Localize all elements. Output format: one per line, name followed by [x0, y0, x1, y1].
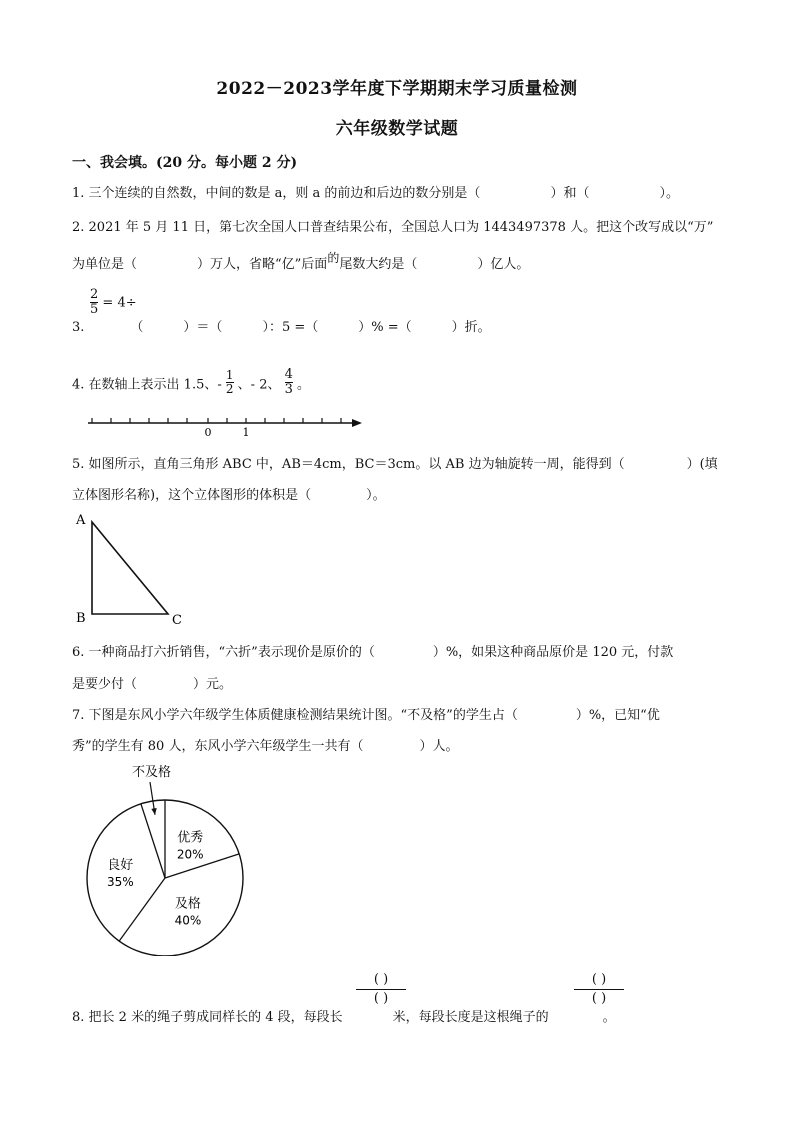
q7-line2-b: ）人。	[419, 739, 459, 754]
pie-label-0: 优秀	[177, 830, 204, 846]
pie-chart	[80, 760, 280, 956]
q8-text-c: 。	[602, 1010, 616, 1025]
q3-p5: ）折。	[451, 320, 491, 335]
q7-line1-b: ）%，已知“优	[575, 708, 660, 723]
q5-line2-b: ）。	[366, 488, 386, 503]
q4-end: 。	[297, 377, 311, 393]
pie-value-label-2: 35%	[106, 874, 134, 889]
q7-line1-a: 7. 下图是东风小学六年级学生体质健康检测结果统计图。“不及格”的学生占（	[72, 708, 518, 723]
q3-frac-den: 5	[90, 302, 99, 318]
question-4	[72, 368, 310, 398]
q7-line2-a: 秀”的学生有 80 人，东风小学六年级学生一共有（	[72, 739, 364, 754]
question-7-line-1	[72, 704, 660, 723]
q4-text: 4. 在数轴上表示出 1.5、-	[72, 377, 222, 393]
q3-fraction	[90, 288, 137, 318]
q6-line1-b: ）%，如果这种商品原价是 120 元，付款	[432, 645, 674, 660]
q8-text-a: 8. 把长 2 米的绳子剪成同样长的 4 段，每段长	[72, 1010, 343, 1025]
q3-eq: = 4÷	[102, 295, 137, 311]
q5-line2-a: 立体图形名称)，这个立体图形的体积是（	[72, 488, 312, 503]
question-1	[72, 182, 679, 201]
section-heading: 一、我会填。(20 分。每小题 2 分)	[72, 155, 298, 171]
pie-value-label-1: 40%	[174, 913, 202, 928]
q4-frac1-den: 2	[225, 382, 234, 397]
q2-text-c: 尾数大约是（	[339, 257, 418, 272]
pie-label-1: 及格	[174, 896, 201, 912]
triangle-figure	[70, 508, 190, 630]
q2-text-b: ）万人，省略“亿”后面	[197, 257, 328, 272]
q8-frac2-den: ( )	[591, 991, 607, 1006]
question-5-line-1	[72, 453, 718, 472]
vertex-label-b: B	[76, 611, 86, 626]
q2-text-d: ）亿人。	[477, 257, 530, 272]
page-title: 2022－2023学年度下学期期末学习质量检测	[216, 79, 578, 99]
question-7-line-2	[72, 735, 458, 754]
vertex-label-a: A	[76, 513, 86, 528]
q2-text-a: 为单位是（	[72, 257, 138, 272]
number-line	[80, 410, 370, 442]
q8-fraction-1	[356, 971, 406, 1008]
q2-small-de: 的	[327, 251, 340, 265]
q3-prefix: 3.	[72, 320, 85, 335]
question-8	[72, 1006, 616, 1025]
question-6-line-1	[72, 641, 673, 660]
q3-frac-num: 2	[90, 287, 99, 302]
q4-sep: 、- 2、	[237, 377, 281, 393]
q4-frac2-num: 4	[284, 367, 293, 382]
question-2-line-2	[72, 253, 529, 272]
pie-value-label-0: 20%	[176, 847, 204, 862]
q8-text-b: 米，每段长度是这根绳子的	[392, 1010, 549, 1025]
question-5-line-2	[72, 484, 386, 503]
question-2-line-1: 2. 2021 年 5 月 11 日，第七次全国人口普查结果公布，全国总人口为 1443497378 人。把这个改写成以“万”	[72, 220, 714, 235]
q1-text-b: ）和（	[550, 186, 590, 201]
q8-frac1-num: ( )	[373, 972, 389, 987]
q8-frac2-num: ( )	[591, 972, 607, 987]
tick-label-0: 0	[204, 426, 212, 439]
q3-p3: ）：5 =（	[262, 320, 319, 335]
q6-line2-a: 是要少付（	[72, 677, 138, 692]
q4-frac2-den: 3	[284, 382, 293, 398]
q6-line2-b: ）元。	[193, 677, 233, 692]
question-6-line-2	[72, 673, 232, 692]
q5-line1-end: ）(填	[686, 457, 718, 472]
q5-line1: 5. 如图所示，直角三角形 ABC 中，AB＝4cm，BC＝3cm。以 AB 边为轴旋转一周，能得到（	[72, 457, 625, 472]
pie-label-2: 良好	[107, 857, 134, 873]
vertex-label-c: C	[172, 613, 182, 628]
page-subtitle: 六年级数学试题	[335, 119, 459, 139]
q1-text-a: 1. 三个连续的自然数，中间的数是 a，则 a 的前边和后边的数分别是（	[72, 186, 481, 201]
q3-p2: ）＝（	[183, 320, 223, 335]
q3-p1: （	[130, 320, 144, 335]
q6-line1-a: 6. 一种商品打六折销售，“六折”表示现价是原价的（	[72, 645, 375, 660]
pie-label-3: 不及格	[132, 765, 172, 780]
q8-frac1-den: ( )	[373, 991, 389, 1006]
q1-text-c: ）。	[659, 186, 679, 201]
tick-label-1: 1	[242, 426, 250, 439]
question-3	[72, 316, 491, 335]
q8-fraction-2	[574, 971, 624, 1008]
q4-frac1-num: 1	[225, 368, 234, 383]
q3-p4: ）% =（	[358, 320, 412, 335]
